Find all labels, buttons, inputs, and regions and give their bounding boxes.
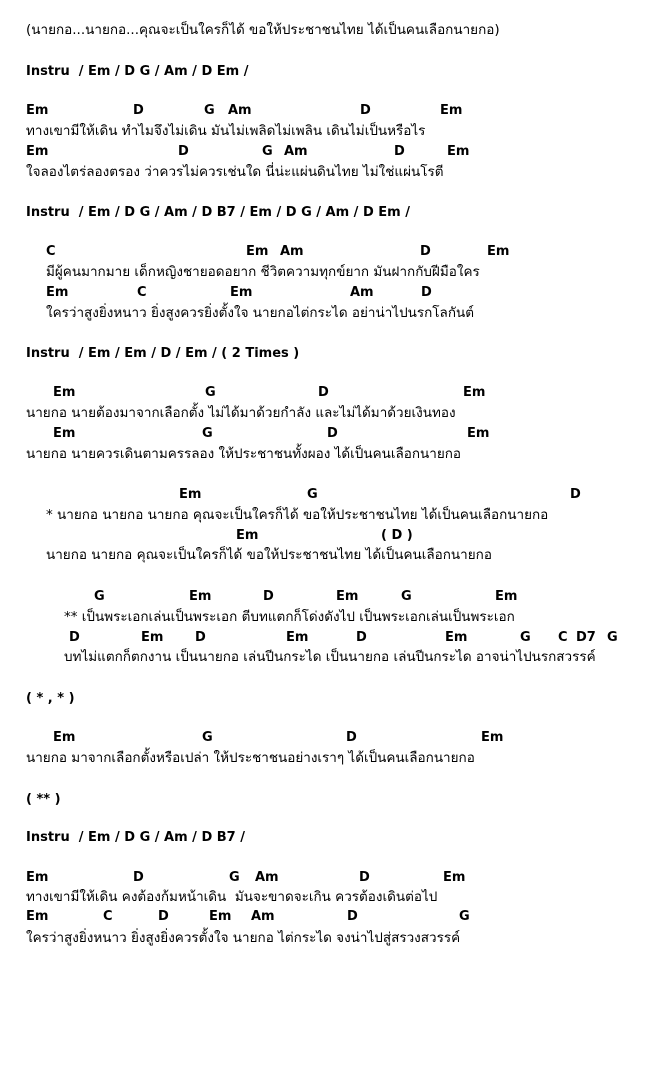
chord: G [202,426,213,441]
chord: G [204,103,215,118]
chord: D [195,630,206,645]
lyric-row [0,748,475,768]
chord: Am [255,870,279,885]
chord: D [359,870,370,885]
chord: D [327,426,338,441]
chord: Em [26,103,49,118]
instru-line-1 [0,62,249,82]
chord: Em [179,487,202,502]
chord-row [0,868,466,888]
chord: D [158,909,169,924]
instru-line-4 [0,828,246,848]
chord-row [0,283,432,303]
chord: Em [336,589,359,604]
chord: Em [53,385,76,400]
lyric-text: ทางเขามีให้เดิน ทำไมจึงไม่เดิน มันไม่เพลิดไม่เพลิน เดินไม่เป็นหรือไร [26,123,426,139]
chord: Em [481,730,504,745]
chord-row [0,383,486,403]
chord: Em [286,630,309,645]
chord: Am [280,244,304,259]
lyric-text: * นายกอ นายกอ นายกอ คุณจะเป็นใครก็ได้ ขอให้ประชาชนไทย ได้เป็นคนเลือกนายกอ [46,507,549,523]
chord-row [0,628,618,648]
instru-text: Instru / Em / Em / D / Em / ( 2 Times ) [26,346,300,361]
chord: G [307,487,318,502]
chord: Am [350,285,374,300]
chord: D [133,870,144,885]
chord: G [262,144,273,159]
lyric-text: นายกอ มาจากเลือกตั้งหรือเปล่า ให้ประชาชนอย่างเราๆ ได้เป็นคนเลือกนายกอ [26,750,475,766]
chord: D [360,103,371,118]
chord-row [0,526,413,546]
chord-row [0,424,490,444]
chord: Em [26,144,49,159]
chord-row [0,242,510,262]
chord: Em [487,244,510,259]
chord: D [394,144,405,159]
repeat-marker-1 [0,689,75,709]
chord: Em [447,144,470,159]
chord: D [263,589,274,604]
lyric-text: บทไม่แตกก็ตกงาน เป็นนายกอ เล่นปีนกระได เป็นนายกอ เล่นปีนกระได อาจน่าไปนรกสวรรค์ [64,649,596,665]
chord: Em [440,103,463,118]
lyric-row [0,262,480,282]
chord: ( D ) [381,528,413,543]
instru-text: Instru / Em / D G / Am / D B7 / [26,830,246,845]
chord-row [0,728,504,748]
chord: Em [189,589,212,604]
lyric-row [0,607,515,627]
chord: D [421,285,432,300]
instru-text: Instru / Em / D G / Am / D Em / [26,64,249,79]
lyric-row [0,647,596,667]
lyric-text: ใครว่าสูงยิ่งหนาว ยิ่งสูงยิ่งควรตั้งใจ นายกอ ไต่กระได จงน่าไปสู่สรวงสวรรค์ [26,930,461,946]
lyric-text: นายกอ นายกอ คุณจะเป็นใครก็ได้ ขอให้ประชาชนไทย ได้เป็นคนเลือกนายกอ [46,547,492,563]
chord: D [318,385,329,400]
lyric-row [0,505,549,525]
chord: Em [53,426,76,441]
chord: C [103,909,113,924]
lyric-row [0,545,492,565]
chord: D [69,630,80,645]
chord: G [401,589,412,604]
chord: G [94,589,105,604]
instru-text: Instru / Em / D G / Am / D B7 / Em / D G / Am / D Em / [26,205,410,220]
chord: Em [46,285,69,300]
lyric-row [0,303,474,323]
lyric-text: ใครว่าสูงยิ่งหนาว ยิ่งสูงควรยิ่งตั้งใจ นายกอไต่กระได อย่าน่าไปนรกโลกันต์ [46,305,474,321]
chord: G [229,870,240,885]
instru-line-2 [0,203,410,223]
chord-row [0,101,463,121]
chord: Am [228,103,252,118]
chord: Em [141,630,164,645]
chord-row [0,587,518,607]
lyric-row [0,928,461,948]
lyric-row [0,887,438,907]
chord: D [570,487,581,502]
lyric-text: ทางเขามีให้เดิน คงต้องก้มหน้าเดิน มันจะขาดจะเกิน ควรต้องเดินต่อไป [26,889,438,905]
chord: Em [209,909,232,924]
chord: Em [236,528,259,543]
chord: G [202,730,213,745]
lyric-text: นายกอ นายต้องมาจากเลือกตั้ง ไม่ได้มาด้วยกำลัง และไม่ได้มาด้วยเงินทอง [26,405,456,421]
lyric-text: ** เป็นพระเอกเล่นเป็นพระเอก ตีบทแตกก็โด่งดังไป เป็นพระเอกเล่นเป็นพระเอก [64,609,515,625]
chord: Am [251,909,275,924]
lyric-row [0,121,426,141]
chord: C [46,244,56,259]
repeat-text: ( * , * ) [26,691,75,706]
chord: Em [26,870,49,885]
chord: Em [26,909,49,924]
chord: C [558,630,568,645]
lyric-text: นายกอ นายควรเดินตามครรลอง ให้ประชาชนทั้งผอง ได้เป็นคนเลือกนายกอ [26,446,462,462]
chord: G [607,630,618,645]
lyric-text: ใจลองไตร่ลองตรอง ว่าควรไม่ควรเช่นใด นี่น่ะแผ่นดินไทย ไม่ใช่แผ่นโรตี [26,164,444,180]
chord: C [137,285,147,300]
chord: G [520,630,531,645]
chord: D [356,630,367,645]
chord: D [420,244,431,259]
chord: Em [246,244,269,259]
chord: Em [230,285,253,300]
chord: Em [467,426,490,441]
lyric-text: มีผู้คนมากมาย เด็กหญิงชายอดอยาก ชีวิตความทุกข์ยาก มันฝากกับฝีมือใคร [46,264,480,280]
chord: D [178,144,189,159]
lyric-row [0,162,444,182]
chord-row [0,907,470,927]
chord: D [347,909,358,924]
chord: G [205,385,216,400]
repeat-marker-2 [0,790,61,810]
chord: D [346,730,357,745]
instru-line-3 [0,344,300,364]
chord: Em [463,385,486,400]
chord: Em [443,870,466,885]
chord: Em [445,630,468,645]
chord-row [0,485,581,505]
lyric-row [0,444,462,464]
chord: G [459,909,470,924]
chord: Am [284,144,308,159]
lyric-row [0,403,456,423]
repeat-text: ( ** ) [26,792,61,807]
intro-line [0,20,500,40]
chord-row [0,142,470,162]
chord: D [133,103,144,118]
chord: Em [53,730,76,745]
chord: D7 [576,630,596,645]
chord: Em [495,589,518,604]
intro-text: (นายกอ...นายกอ...คุณจะเป็นใครก็ได้ ขอให้ประชาชนไทย ได้เป็นคนเลือกนายกอ) [26,22,500,38]
